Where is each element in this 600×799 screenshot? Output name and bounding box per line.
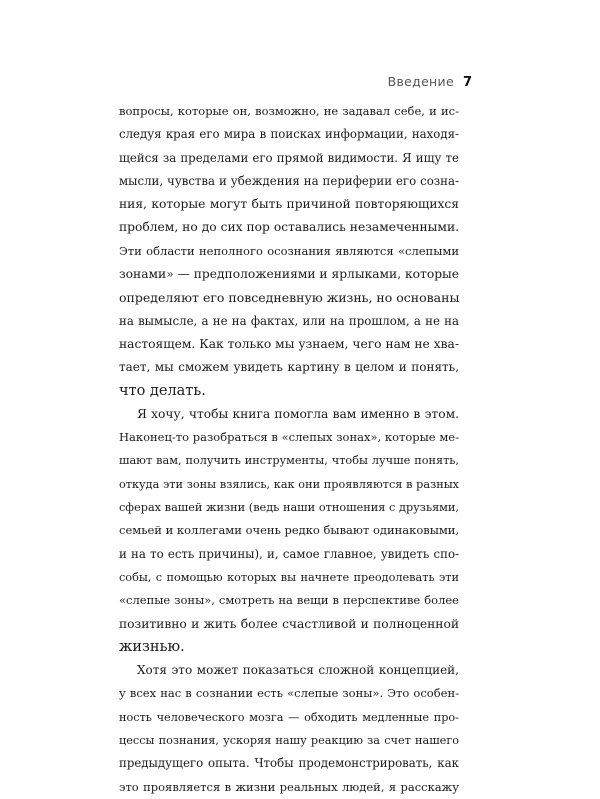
text-line: настоящем. Как только мы узнаем, чего нам не хва- (119, 336, 459, 351)
text-line: Наконец-то разобраться в «слепых зонах», которые ме- (119, 430, 459, 445)
text-line: проблем, но до сих пор оставались незамеченными. (119, 220, 459, 235)
text-line: ность человеческого мозга — обходить медленные про- (119, 710, 459, 724)
text-line: позитивно и жить более счастливой и полноценной (119, 616, 459, 631)
text-line: Эти области неполного осознания являются «слепыми (119, 243, 459, 258)
paragraph-2 (119, 403, 459, 659)
text-line: вопросы, которые он, возможно, не задавал себе, и ис- (119, 104, 459, 118)
text-line: жизнью. (119, 638, 185, 655)
text-line: и на то есть причины), и, самое главное, увидеть спо- (119, 546, 459, 561)
text-line: откуда эти зоны взялись, как они проявляются в разных (119, 477, 459, 491)
text-line: определяют его повседневную жизнь, но основаны (119, 290, 460, 306)
text-line: зонами» — предположениями и ярлыками, которые (119, 267, 460, 282)
page-number: 7 (462, 75, 472, 90)
text-line: предыдущего опыта. Чтобы продемонстрировать, как (119, 756, 459, 771)
text-line: следуя края его мира в поисках информации, находя- (119, 127, 459, 142)
text-line: у всех нас в сознании есть «слепые зоны». Это особен- (119, 686, 459, 701)
paragraph-3 (119, 659, 459, 799)
running-header (388, 74, 472, 90)
text-line: Я хочу, чтобы книга помогла вам именно в этом. (137, 406, 459, 421)
text-line: сферах вашей жизни (ведь наши отношения с друзьями, (119, 501, 459, 515)
paragraph-1 (119, 100, 459, 403)
section-title: Введение (387, 74, 454, 89)
text-line: Хотя это может показаться сложной концепцией, (137, 663, 459, 678)
text-line: мысли, чувства и убеждения на периферии его созна- (119, 173, 459, 188)
text-line: на вымысле, а не на фактах, или на прошлом, а не на (119, 313, 459, 328)
text-line: цессы познания, ускоряя нашу реакцию за счет нашего (119, 734, 459, 748)
text-line: ния, которые могут быть причиной повторяющихся (119, 197, 459, 212)
text-line: шают вам, получить инструменты, чтобы лучше понять, (119, 454, 459, 468)
text-line: это проявляется в жизни реальных людей, я расскажу (119, 779, 459, 794)
text-line: собы, с помощью которых вы начнете преодолевать эти (119, 570, 459, 584)
text-line: что делать. (119, 382, 206, 399)
text-line: «слепые зоны», смотреть на вещи в перспективе более (119, 593, 459, 608)
text-line: щейся за пределами его прямой видимости. Я ищу те (119, 150, 459, 165)
text-line: семьей и коллегами очень редко бывают одинаковыми, (119, 523, 460, 538)
body-text (119, 100, 459, 799)
text-line: тает, мы сможем увидеть картину в целом и понять, (119, 360, 459, 375)
